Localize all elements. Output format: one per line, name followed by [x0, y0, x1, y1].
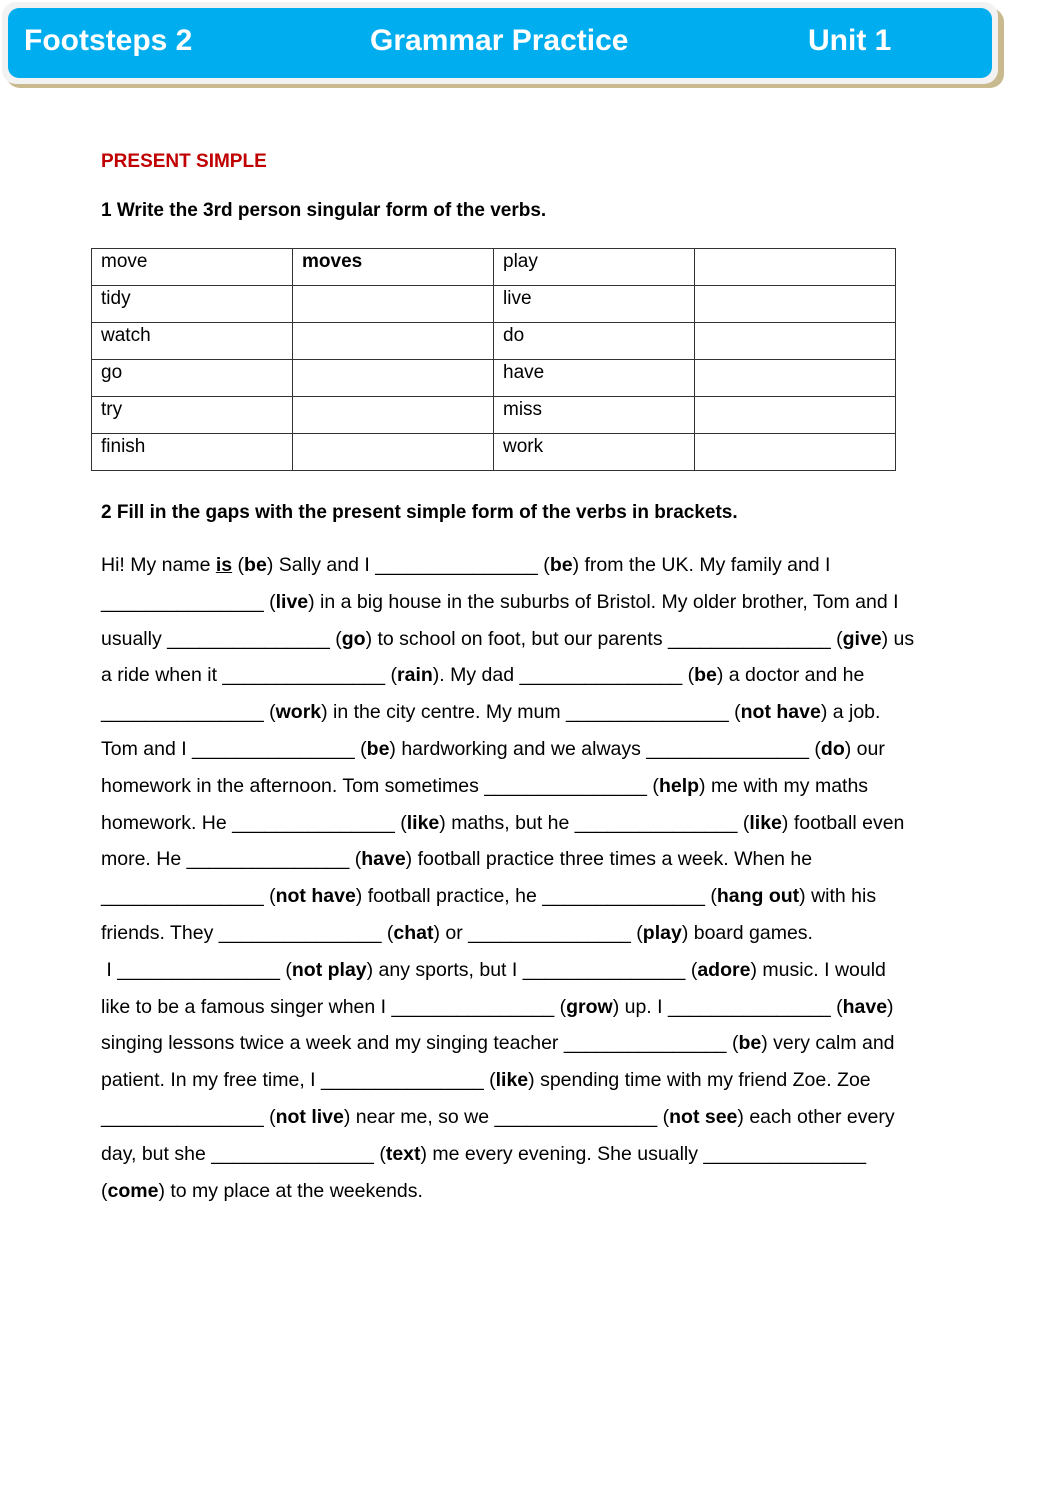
passage-line: [101, 694, 1001, 731]
verb-cell: go: [92, 360, 293, 397]
answer-cell[interactable]: [293, 323, 494, 360]
answer-cell[interactable]: [293, 286, 494, 323]
verb-table-row: [92, 286, 896, 323]
passage-text: (: [483, 1069, 496, 1092]
answer-cell[interactable]: [695, 397, 896, 434]
passage-text: (: [349, 848, 362, 871]
bracket-verb: not play: [291, 958, 367, 981]
passage-text: (: [682, 664, 695, 687]
passage-line: [101, 1136, 1001, 1173]
blank-gap[interactable]: _______________: [522, 958, 686, 981]
blank-gap[interactable]: _______________: [574, 811, 738, 834]
blank-gap[interactable]: _______________: [192, 737, 355, 760]
passage-text: ). My dad: [432, 664, 520, 687]
bracket-verb: come: [107, 1179, 159, 1202]
verb-table-row: [92, 323, 896, 360]
passage-text: ): [887, 995, 894, 1018]
passage-text: ) hardworking and we always: [389, 737, 647, 760]
example-answer: is: [215, 554, 233, 576]
blank-gap[interactable]: _______________: [117, 958, 280, 981]
passage-text: (: [232, 554, 245, 576]
passage-line: [101, 1173, 1001, 1210]
passage-text: (: [279, 958, 292, 981]
passage-text: homework. He: [101, 811, 233, 834]
bracket-verb: not have: [275, 885, 356, 908]
bracket-verb: do: [820, 737, 845, 760]
passage-text: singing lessons twice a week and my singing teacher: [101, 1032, 564, 1055]
passage-line: [101, 731, 1001, 768]
passage-text: (: [373, 1142, 386, 1165]
bracket-verb: like: [749, 811, 782, 834]
passage-text: ) board games.: [681, 921, 813, 944]
passage-text: homework in the afternoon. Tom sometimes: [101, 774, 485, 797]
passage-text: (: [263, 1105, 276, 1128]
answer-cell[interactable]: [695, 323, 896, 360]
passage-text: day, but she: [101, 1142, 212, 1165]
bracket-verb: help: [658, 774, 700, 797]
bracket-verb: go: [341, 627, 366, 650]
bracket-verb: give: [842, 627, 882, 650]
verb-cell: miss: [494, 397, 695, 434]
passage-text: (: [537, 554, 550, 576]
verb-cell: play: [494, 249, 695, 286]
passage-text: ) each other every: [737, 1105, 895, 1128]
passage-text: (: [554, 995, 567, 1018]
passage-text: (: [263, 885, 276, 908]
worksheet-title: Grammar Practice: [370, 24, 629, 57]
passage-line: [101, 915, 1001, 952]
passage-text: (: [726, 1032, 739, 1055]
bracket-verb: be: [244, 554, 267, 576]
header-banner-fill: [8, 8, 992, 78]
exercise-1-instruction: 1 Write the 3rd person singular form of the verbs.: [101, 200, 547, 221]
passage-text: like to be a famous singer when I: [101, 995, 392, 1018]
exercise-2-instruction: 2 Fill in the gaps with the present simple form of the verbs in brackets.: [101, 502, 738, 523]
passage-text: ) football practice three times a week. When he: [405, 848, 813, 871]
passage-line: [101, 989, 1001, 1026]
passage-text: ) a job.: [820, 701, 881, 724]
answer-cell[interactable]: [293, 360, 494, 397]
blank-gap[interactable]: _______________: [703, 1142, 867, 1165]
passage-line: [101, 952, 1001, 989]
blank-gap[interactable]: _______________: [167, 627, 330, 650]
blank-gap[interactable]: _______________: [667, 995, 831, 1018]
passage-text: (: [385, 664, 398, 687]
blank-gap[interactable]: _______________: [101, 1105, 264, 1128]
passage-text: more. He: [101, 848, 187, 871]
passage-text: ) to my place at the weekends.: [158, 1179, 423, 1202]
verb-cell: move: [92, 249, 293, 286]
answer-cell[interactable]: [695, 286, 896, 323]
passage-text: (: [381, 921, 394, 944]
passage-text: ) Sally and I: [266, 554, 376, 576]
blank-gap[interactable]: _______________: [211, 1142, 374, 1165]
answer-cell[interactable]: [293, 434, 494, 471]
blank-gap[interactable]: _______________: [232, 811, 395, 834]
blank-gap[interactable]: _______________: [375, 554, 538, 576]
passage-text: Tom and I: [101, 737, 193, 760]
verb-cell: watch: [92, 323, 293, 360]
bracket-verb: live: [275, 590, 309, 613]
passage-text: ) in a big house in the suburbs of Bristol. My older brother, Tom and I: [308, 590, 899, 613]
bracket-verb: like: [495, 1069, 529, 1092]
passage-text: ) any sports, but I: [366, 958, 523, 981]
passage-text: ) in the city centre. My mum: [321, 701, 567, 724]
passage-text: (: [263, 590, 276, 613]
passage-text: ) spending time with my friend Zoe. Zoe: [528, 1069, 871, 1092]
passage-text: (: [737, 811, 750, 834]
verb-cell: try: [92, 397, 293, 434]
passage-text: (: [728, 701, 741, 724]
bracket-verb: not have: [740, 701, 821, 724]
bracket-verb: not see: [669, 1105, 738, 1128]
bracket-verb: be: [694, 664, 717, 687]
answer-cell[interactable]: [695, 360, 896, 397]
passage-line: [101, 1025, 1001, 1062]
bracket-verb: be: [549, 554, 573, 576]
passage-text: ) our: [844, 737, 885, 760]
bracket-verb: grow: [566, 995, 613, 1018]
passage-text: (: [101, 1179, 108, 1202]
verb-cell: finish: [92, 434, 293, 471]
section-title: PRESENT SIMPLE: [101, 151, 267, 172]
bracket-verb: play: [642, 921, 682, 944]
blank-gap[interactable]: _______________: [668, 627, 831, 650]
bracket-verb: rain: [397, 664, 433, 687]
fill-in-passage: [101, 547, 1001, 1209]
passage-text: patient. In my free time, I: [101, 1069, 322, 1092]
passage-text: a ride when it: [101, 664, 223, 687]
blank-gap[interactable]: _______________: [101, 590, 264, 613]
passage-text: ) music. I would: [750, 958, 886, 981]
blank-gap[interactable]: _______________: [542, 885, 705, 908]
passage-text: ) me with my maths: [699, 774, 869, 797]
passage-text: ) a doctor and he: [716, 664, 865, 687]
verb-cell: do: [494, 323, 695, 360]
blank-gap[interactable]: _______________: [646, 737, 809, 760]
passage-text: ) us: [881, 627, 915, 650]
verb-table-row: [92, 397, 896, 434]
blank-gap[interactable]: _______________: [484, 774, 648, 797]
answer-cell[interactable]: moves: [293, 249, 494, 286]
blank-gap[interactable]: _______________: [566, 701, 729, 724]
bracket-verb: text: [385, 1142, 421, 1165]
bracket-verb: have: [842, 995, 888, 1018]
passage-text: (: [685, 958, 698, 981]
passage-line: [101, 547, 1001, 584]
answer-cell[interactable]: [695, 434, 896, 471]
blank-gap[interactable]: _______________: [468, 921, 631, 944]
passage-text: (: [657, 1105, 670, 1128]
book-title: Footsteps 2: [24, 24, 193, 57]
passage-line: [101, 657, 1001, 694]
passage-line: [101, 584, 1001, 621]
passage-text: (: [808, 737, 821, 760]
bracket-verb: like: [406, 811, 440, 834]
answer-cell[interactable]: [695, 249, 896, 286]
passage-text: (: [329, 627, 342, 650]
passage-line: [101, 768, 1001, 805]
bracket-verb: chat: [393, 921, 434, 944]
bracket-verb: adore: [697, 958, 751, 981]
verb-table-row: [92, 434, 896, 471]
passage-text: Hi! My name: [101, 554, 216, 576]
verb-table-row: [92, 249, 896, 286]
bracket-verb: hang out: [716, 885, 800, 908]
verb-cell: have: [494, 360, 695, 397]
blank-gap[interactable]: _______________: [494, 1105, 658, 1128]
passage-text: ) very calm and: [761, 1032, 895, 1055]
answer-cell[interactable]: [293, 397, 494, 434]
passage-text: ) up. I: [612, 995, 668, 1018]
passage-text: ) from the UK. My family and I: [572, 554, 831, 576]
header-banner: [2, 2, 998, 84]
bracket-verb: not live: [275, 1105, 344, 1128]
blank-gap[interactable]: _______________: [563, 1032, 727, 1055]
passage-text: (: [647, 774, 659, 797]
passage-text: ) football even: [781, 811, 905, 834]
bracket-verb: have: [361, 848, 406, 871]
bracket-verb: work: [275, 701, 322, 724]
passage-text: I: [101, 958, 118, 981]
blank-gap[interactable]: _______________: [519, 664, 683, 687]
passage-line: [101, 1062, 1001, 1099]
blank-gap[interactable]: _______________: [218, 921, 382, 944]
passage-text: (: [354, 737, 367, 760]
passage-text: (: [263, 701, 276, 724]
passage-text: ) maths, but he: [439, 811, 575, 834]
passage-text: ) football practice, he: [355, 885, 543, 908]
bracket-verb: be: [366, 737, 390, 760]
bracket-verb: be: [738, 1032, 762, 1055]
passage-line: [101, 805, 1001, 842]
blank-gap[interactable]: _______________: [186, 848, 350, 871]
passage-text: (: [394, 811, 407, 834]
passage-text: ) or: [433, 921, 469, 944]
passage-line: [101, 878, 1001, 915]
passage-line: [101, 841, 1001, 878]
passage-text: ) to school on foot, but our parents: [365, 627, 668, 650]
passage-text: (: [830, 627, 843, 650]
verb-table: [91, 248, 896, 471]
passage-text: (: [830, 995, 843, 1018]
passage-text: ) near me, so we: [343, 1105, 495, 1128]
passage-text: ) with his: [799, 885, 877, 908]
passage-text: (: [630, 921, 643, 944]
passage-text: (: [704, 885, 717, 908]
passage-text: usually: [101, 627, 168, 650]
blank-gap[interactable]: _______________: [101, 885, 264, 908]
blank-gap[interactable]: _______________: [321, 1069, 484, 1092]
passage-line: [101, 621, 1001, 658]
verb-cell: live: [494, 286, 695, 323]
verb-cell: tidy: [92, 286, 293, 323]
verb-cell: work: [494, 434, 695, 471]
blank-gap[interactable]: _______________: [101, 701, 264, 724]
blank-gap[interactable]: _______________: [391, 995, 555, 1018]
passage-line: [101, 1099, 1001, 1136]
passage-text: friends. They: [101, 921, 219, 944]
unit-label: Unit 1: [808, 24, 892, 57]
blank-gap[interactable]: _______________: [222, 664, 386, 687]
verb-table-row: [92, 360, 896, 397]
passage-text: ) me every evening. She usually: [420, 1142, 704, 1165]
